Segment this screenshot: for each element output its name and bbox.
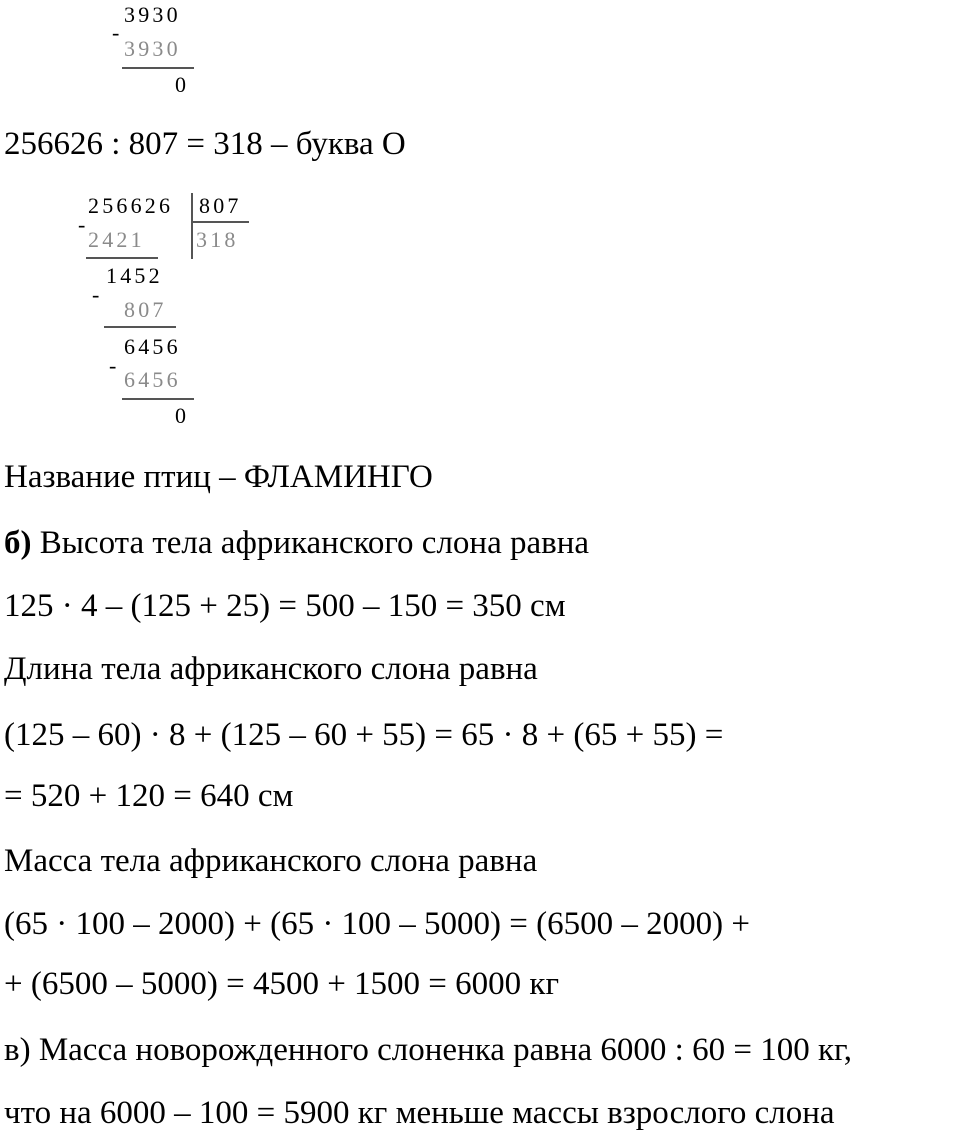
div-prev-remainder: 0 (175, 72, 190, 97)
division-rule (86, 257, 158, 259)
equation-division: 256626 : 807 = 318 – буква О (4, 126, 406, 162)
division-rule (122, 67, 194, 69)
minus-sign: - (92, 282, 100, 307)
height-calculation: 125 · 4 – (125 + 25) = 500 – 150 = 350 см (4, 588, 566, 624)
divisor: 807 (199, 193, 242, 218)
mass-title: Масса тела африканского слона равна (4, 843, 538, 879)
minus-sign: - (112, 20, 120, 45)
part-v-text-2: что на 6000 – 100 = 5900 кг меньше массы взрослого слона (4, 1095, 835, 1131)
step3-subtrahend: 6456 (124, 367, 181, 392)
division-rule (122, 398, 194, 400)
division-bracket-vertical (191, 193, 193, 259)
part-b-text: Высота тела африканского слона равна (31, 525, 590, 561)
part-v-text: в) Масса новорожденного слоненка равна 6000 : 60 = 100 кг, (4, 1032, 853, 1068)
mass-calculation-1: (65 · 100 – 2000) + (65 · 100 – 5000) = (6500 – 2000) + (4, 906, 750, 942)
length-calculation-2: = 520 + 120 = 640 см (4, 778, 294, 814)
step2-subtrahend: 807 (124, 297, 167, 322)
step3-top: 6456 (124, 334, 181, 359)
birds-answer: Название птиц – ФЛАМИНГО (4, 459, 433, 495)
part-b-label: б) (4, 525, 32, 561)
dividend: 256626 (88, 193, 174, 218)
div-prev-line1: 3930 (124, 2, 181, 27)
step1-subtrahend: 2421 (88, 227, 145, 252)
minus-sign: - (78, 212, 86, 237)
division-bracket-horizontal (191, 221, 249, 223)
length-calculation-1: (125 – 60) · 8 + (125 – 60 + 55) = 65 · 8 + (65 + 55) = (4, 717, 724, 753)
quotient: 318 (196, 227, 239, 252)
division-rule (104, 326, 176, 328)
part-b-heading (4, 523, 589, 563)
length-title: Длина тела африканского слона равна (4, 651, 538, 687)
step2-top: 1452 (106, 263, 163, 288)
minus-sign: - (109, 353, 117, 378)
mass-calculation-2: + (6500 – 5000) = 4500 + 1500 = 6000 кг (4, 966, 559, 1002)
remainder: 0 (175, 403, 190, 428)
div-prev-line2: 3930 (124, 36, 181, 61)
